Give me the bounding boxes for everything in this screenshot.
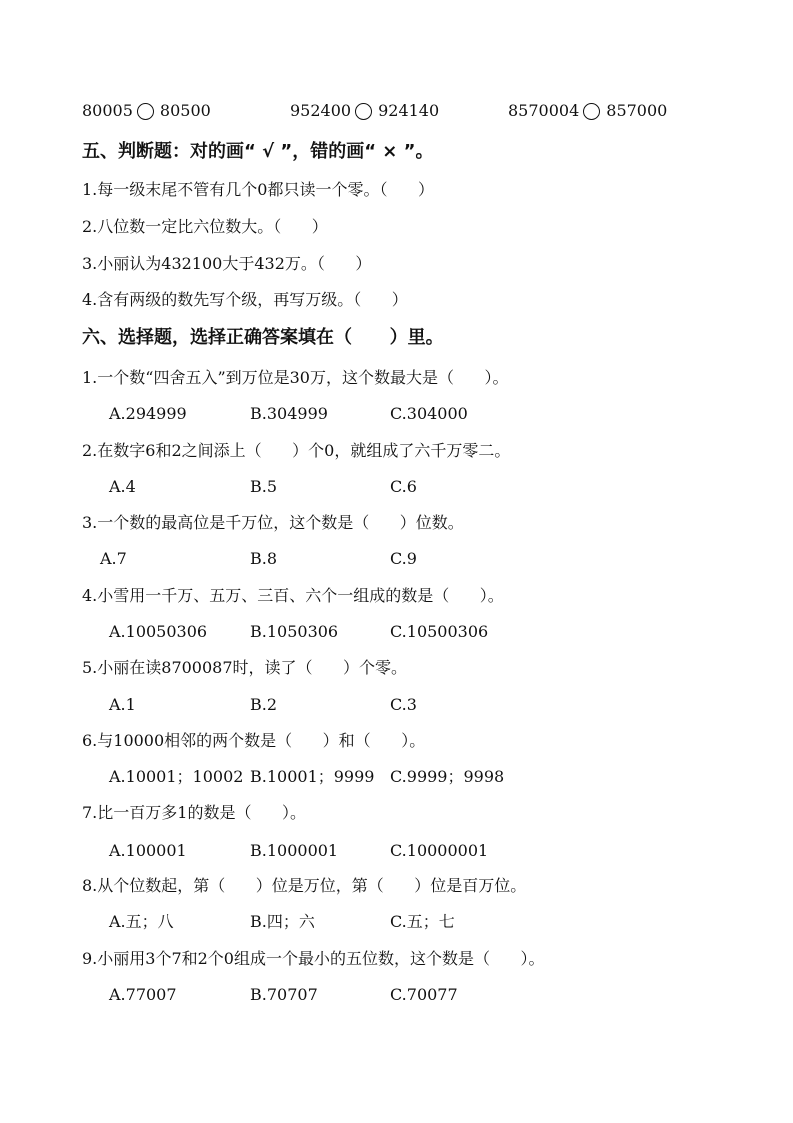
choice-option-b: B.70707 xyxy=(250,985,318,1004)
comparison-right-number: 924140 xyxy=(378,101,440,120)
choice-option-b: B.2 xyxy=(250,695,278,714)
choice-question: 6.与10000相邻的两个数是（ ）和（ ）。 xyxy=(82,731,426,750)
choice-option-b: B.1050306 xyxy=(250,622,339,641)
choice-option-c: C.9999；9998 xyxy=(390,767,505,786)
choice-option-c: C.3 xyxy=(390,695,417,714)
choice-option-a: A.77007 xyxy=(109,985,177,1004)
choice-option-b: B.四；六 xyxy=(250,912,315,931)
comparison-circle[interactable] xyxy=(355,103,372,120)
choice-option-c: C.70077 xyxy=(390,985,458,1004)
comparison-left-number: 8570004 xyxy=(508,101,580,120)
choice-option-b: B.10001；9999 xyxy=(250,767,375,786)
judge-item: 4.含有两级的数先写个级，再写万级。（ ） xyxy=(82,290,408,309)
choice-option-b: B.8 xyxy=(250,549,278,568)
choice-option-c: C.10000001 xyxy=(390,841,489,860)
choice-question: 7.比一百万多1的数是（ ）。 xyxy=(82,803,306,822)
choice-option-c: C.10500306 xyxy=(390,622,489,641)
choice-option-a: A.100001 xyxy=(109,841,187,860)
choice-question: 5.小丽在读8700087时，读了（ ）个零。 xyxy=(82,658,408,677)
judge-item: 2.八位数一定比六位数大。（ ） xyxy=(82,217,328,236)
choice-question: 2.在数字6和2之间添上（ ）个0，就组成了六千万零二。 xyxy=(82,441,511,460)
comparison-2 xyxy=(290,101,439,121)
comparison-1 xyxy=(82,101,211,121)
choice-option-b: B.1000001 xyxy=(250,841,339,860)
comparison-right-number: 80500 xyxy=(159,101,211,120)
choice-option-c: C.五；七 xyxy=(390,912,455,931)
choice-option-a: A.五；八 xyxy=(109,912,174,931)
choice-option-a: A.1 xyxy=(109,695,136,714)
comparison-left-number: 952400 xyxy=(290,101,352,120)
choice-option-a: A.10001；10002 xyxy=(109,767,244,786)
choice-question: 4.小雪用一千万、五万、三百、六个一组成的数是（ ）。 xyxy=(82,586,504,605)
choice-option-a: A.10050306 xyxy=(109,622,208,641)
choice-question: 1.一个数“四舍五入”到万位是30万，这个数最大是（ ）。 xyxy=(82,368,509,387)
choice-question: 8.从个位数起，第（ ）位是万位，第（ ）位是百万位。 xyxy=(82,876,527,895)
section6-title: 六、选择题，选择正确答案填在（ ）里。 xyxy=(82,327,444,348)
choice-option-c: C.6 xyxy=(390,477,417,496)
choice-option-a: A.294999 xyxy=(109,404,187,423)
choice-question: 3.一个数的最高位是千万位，这个数是（ ）位数。 xyxy=(82,513,464,532)
choice-option-c: C.304000 xyxy=(390,404,468,423)
choice-option-c: C.9 xyxy=(390,549,417,568)
comparison-right-number: 857000 xyxy=(606,101,668,120)
comparison-circle[interactable] xyxy=(137,103,154,120)
choice-option-b: B.304999 xyxy=(250,404,328,423)
choice-option-b: B.5 xyxy=(250,477,278,496)
comparison-3 xyxy=(508,101,667,121)
comparison-left-number: 80005 xyxy=(82,101,133,120)
choice-option-a: A.7 xyxy=(100,549,127,568)
section5-title: 五、判断题：对的画“ √ ”，错的画“ × ”。 xyxy=(82,141,434,162)
judge-item: 3.小丽认为432100大于432万。（ ） xyxy=(82,254,372,273)
choice-question: 9.小丽用3个7和2个0组成一个最小的五位数，这个数是（ ）。 xyxy=(82,949,545,968)
judge-item: 1.每一级末尾不管有几个0都只读一个零。（ ） xyxy=(82,180,434,199)
comparison-circle[interactable] xyxy=(583,103,600,120)
choice-option-a: A.4 xyxy=(109,477,136,496)
